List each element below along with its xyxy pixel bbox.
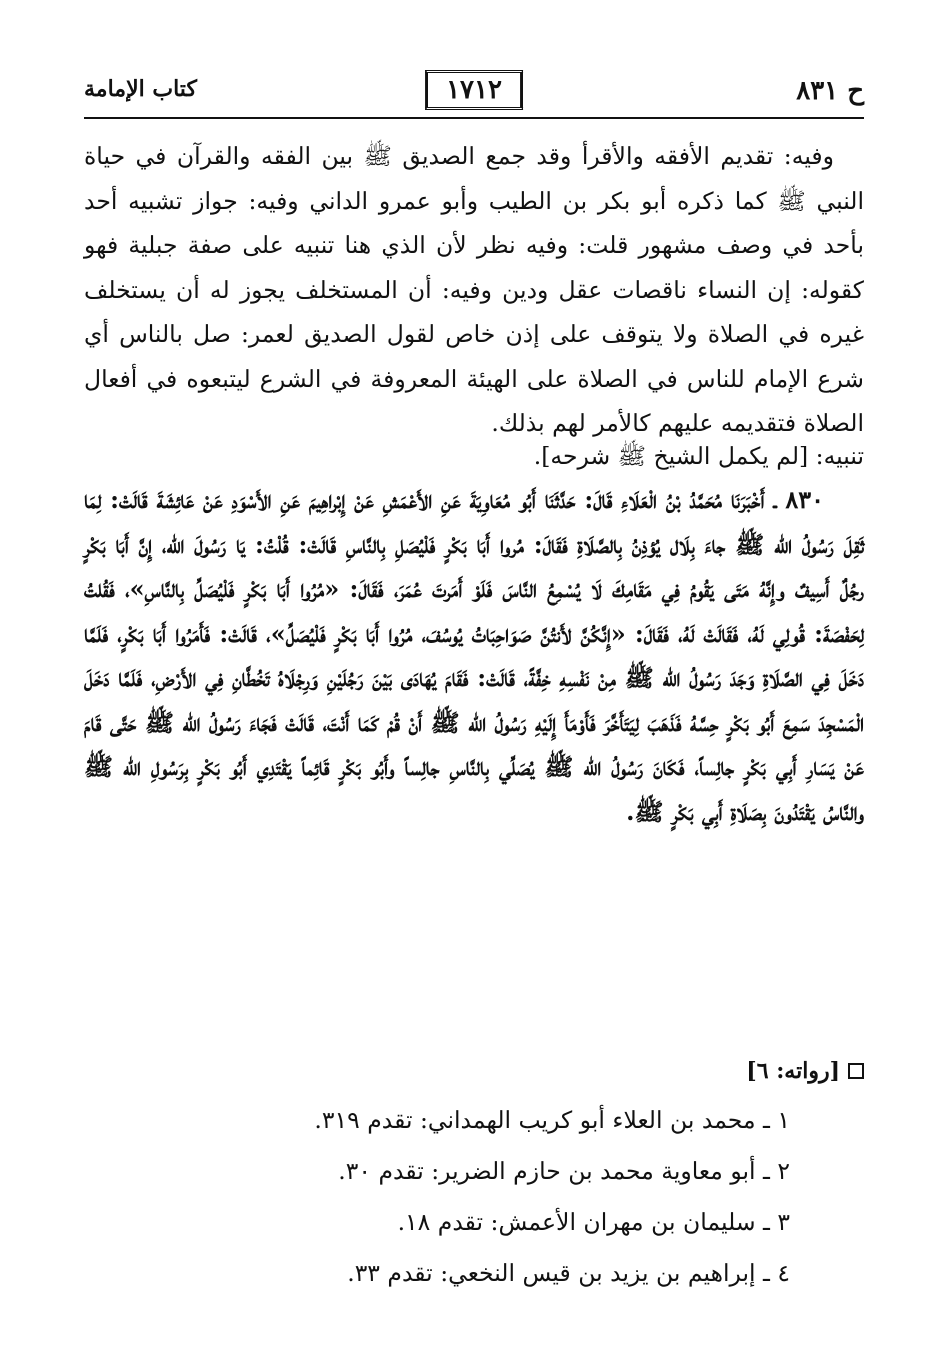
square-box-icon [848,1063,864,1079]
hadith-text: أَخْبَرَنَا مُحَمَّدُ بْنُ الْعَلَاءِ قَالَ: حَدَّثَنَا أَبُو مُعَاوِيَةَ عَنِ الأَعْمَشِ عَنْ إِبْراهِيمَ عَنِ الأَسْوَدِ عَنْ عَائِشَةَ قَالَتْ: لِمَا ثَقِلَ رَسُولُ الله ﷺ جاءَ بِلَال يُؤذِنُ بِالصَّلَاةِ فَقَالَ: مُروا أَبَا بَكْرٍ فَلْيُصَلِ بِالنَّاسِ قَالَتْ: قُلْتُ: يَا رَسُولَ الله، إِنَّ أَبَا بَكْرٍ رجُلٌ أَسِيفٌ وإِنَّهُ مَتَى يَقُومُ فِي مَقَامِكَ لَا يُسْمِعُ النَّاسَ فَلَوْ أَمَرتَ عُمَرَ، فَقَالَ: «مُرُوا أَبَا بَكْرٍ فَلْيُصَلِّ بِالنَّاسِ»، فَقُلتُ لِحَفْصَةَ: قُولِي لَهُ، فَقَالَتْ لَهُ، فَقَالَ: «إِنَّكُنَّ لأَنتُنَّ صَوَاحِبَاتُ يُوسُفَ، مُرُوا أَبَا بَكْرٍ فَلْيُصَلِّ»، قَالَتْ: فَأَمَرُوا أَبَا بَكْرٍ، فَلَمَّا دَخَلَ فِي الصَّلَاةِ وَجَدَ رَسُولُ الله ﷺ مِنْ نَفْسِهِ خِفَّةً، قَالَتْ: فَقَامَ يُهَادَى بَيْنَ رَجُلَيْنِ وَرِجْلَاهُ تَخُطَّانِ فِي الأَرْضِ، فَلَمَّا دَخَلَ الْمَسْجِدَ سَمِعَ أَبُو بَكْرٍ حِسَّهُ فَذَهَبَ لِيَتَأَخَّرَ فَأَوْمَأَ إِلَيْهِ رَسُولُ الله ﷺ أَنْ قُمْ كَمَا أَنْتَ، قَالَتْ فَجَاءَ رَسُولُ الله ﷺ حَتَّى قَامَ عَنْ يَسَارِ أَبِي بَكْرٍ جالِساً، فَكَانَ رَسُولُ الله ﷺ يُصَلِّي بِالنَّاسِ جالِساً وأَبُو بَكْرٍ قَائِماً يَقْتَدِي أَبُو بَكْرٍ بِرَسُولِ الله ﷺ والنَّاسُ يَقْتَدُونَ بِصَلَاةِ أَبِي بَكْرٍ ﷺ. [84,485,864,826]
hadith-block [84,478,864,834]
list-item: ٢ ـ أبو معاوية محمد بن حازم الضرير: تقدم ٣٠. [338,1157,790,1185]
hadith-number: ٨٣٠ ـ [773,485,824,514]
narrators-heading [746,1058,864,1084]
list-item: ٤ ـ إبراهيم بن يزيد بن قيس النخعي: تقدم ٣٣. [347,1259,790,1287]
list-item: ٣ ـ سليمان بن مهران الأعمش: تقدم ١٨. [397,1208,790,1236]
narrators-list [150,1098,790,1302]
narrators-heading-label: [رواته: ٦] [746,1058,840,1084]
page-number: ١٧١٢ [425,70,523,110]
hadith-paragraph [84,478,864,834]
header-divider [84,117,864,119]
commentary-paragraph: وفيه: تقديم الأفقه والأقرأ وقد جمع الصديق ﷺ بين الفقه والقرآن في حياة النبي ﷺ كما ذكره أبو بكر بن الطيب وأبو عمرو الداني وفيه: جواز تشبيه أحد بأحد في وصف مشهور قلت: وفيه نظر لأن الذي هنا تنبيه على صفة جبلية فهو كقوله: إن النساء ناقصات عقل ودين وفيه: أن المستخلف يجوز له أن يستخلف غيره في الصلاة ولا يتوقف على إذن خاص لقول الصديق لعمر: صل بالناس أي شرع الإمام للناس في الصلاة على الهيئة المعروفة في الشرع ليتبعوه في أفعال الصلاة فتقديمه عليهم كالأمر لهم بذلك. [84,142,864,437]
list-item: ١ ـ محمد بن العلاء أبو كريب الهمداني: تقدم ٣١٩. [314,1106,790,1134]
book-title: كتاب الإمامة [84,76,197,102]
page-header [84,70,864,110]
note-line: تنبيه: [لم يكمل الشيخ ﷺ شرحه]. [533,442,864,470]
commentary-text [84,134,864,446]
hadith-reference: ح ٨٣١ [796,76,864,106]
